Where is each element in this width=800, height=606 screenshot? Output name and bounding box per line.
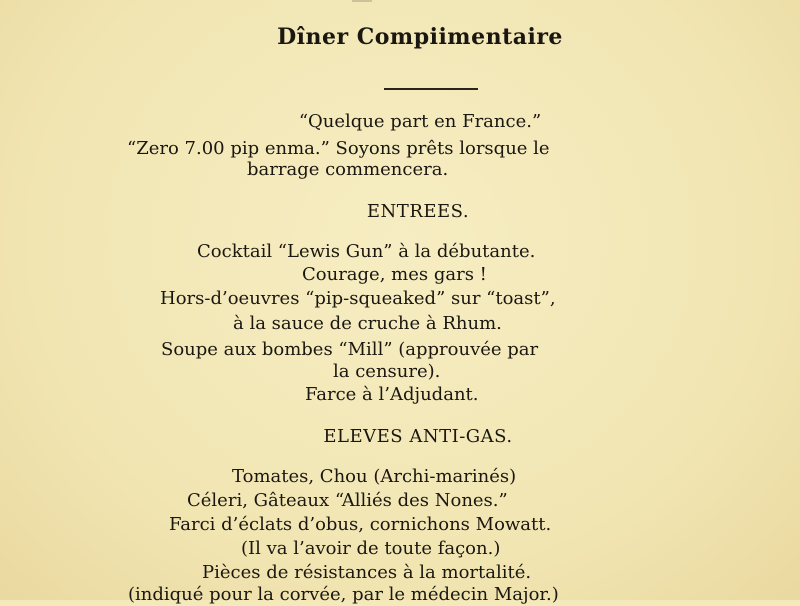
ink-mark bbox=[352, 0, 372, 6]
eleves-item: Farci d’éclats d’obus, cornichons Mowatt. bbox=[169, 514, 552, 535]
eleves-item: Pièces de résistances à la mortalité. bbox=[202, 562, 532, 583]
entree-item: la censure). bbox=[333, 361, 441, 382]
entree-item: à la sauce de cruche à Rhum. bbox=[233, 313, 502, 334]
quote-line: “Quelque part en France.” bbox=[298, 111, 542, 132]
eleves-item: (Il va l’avoir de toute façon.) bbox=[241, 538, 501, 559]
intro-line: barrage commencera. bbox=[247, 159, 449, 180]
menu-title: Dîner Compiimentaire bbox=[277, 24, 563, 50]
title-rule bbox=[384, 88, 478, 90]
entree-item: Cocktail “Lewis Gun” à la débutante. bbox=[197, 241, 536, 262]
eleves-item: (indiqué pour la corvée, par le médecin Major.) bbox=[128, 584, 559, 605]
entree-item: Farce à l’Adjudant. bbox=[305, 384, 479, 405]
eleves-item: Céleri, Gâteaux “Alliés des Nones.” bbox=[187, 490, 508, 511]
eleves-item: Tomates, Chou (Archi-marinés) bbox=[232, 466, 517, 487]
entrees-heading: ENTREES. bbox=[366, 201, 470, 222]
intro-line: “Zero 7.00 pip enma.” Soyons prêts lorsque le bbox=[127, 138, 550, 159]
entree-item: Hors-d’oeuvres “pip-squeaked” sur “toast”, bbox=[160, 288, 556, 309]
entree-item: Soupe aux bombes “Mill” (approuvée par bbox=[161, 339, 539, 360]
eleves-heading: ELEVES ANTI-GAS. bbox=[323, 426, 513, 447]
entree-item: Courage, mes gars ! bbox=[302, 264, 487, 285]
